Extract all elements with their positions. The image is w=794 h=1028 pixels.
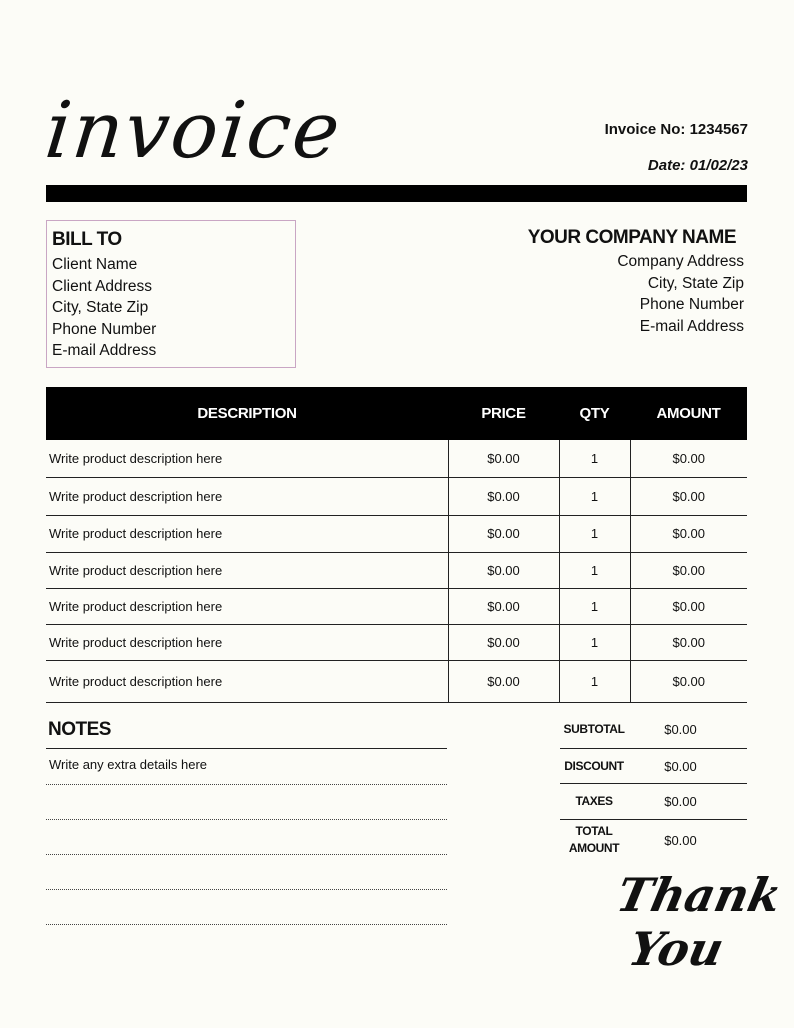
discount-label: DISCOUNT bbox=[564, 758, 624, 773]
bill-to-heading: BILL TO bbox=[52, 229, 122, 250]
discount-row bbox=[560, 749, 747, 784]
item-amount: $0.00 bbox=[630, 440, 747, 477]
item-description: Write product description here bbox=[46, 552, 448, 588]
col-header-amount: AMOUNT bbox=[630, 387, 747, 440]
company-email: E-mail Address bbox=[639, 317, 744, 335]
company-block bbox=[528, 227, 744, 337]
notes-line bbox=[46, 924, 447, 925]
table-row bbox=[46, 588, 747, 624]
item-amount: $0.00 bbox=[630, 588, 747, 624]
taxes-label: TAXES bbox=[575, 794, 613, 808]
taxes-row bbox=[560, 784, 747, 820]
invoice-number: Invoice No: 1234567 bbox=[604, 121, 748, 138]
table-row bbox=[46, 624, 747, 660]
item-price: $0.00 bbox=[448, 624, 559, 660]
table-row bbox=[46, 477, 747, 515]
thank-you-line2: You bbox=[624, 922, 729, 976]
notes-line bbox=[46, 784, 447, 785]
col-header-qty: QTY bbox=[559, 387, 630, 440]
items-header-row bbox=[46, 387, 747, 440]
client-name: Client Name bbox=[52, 256, 138, 273]
item-amount: $0.00 bbox=[630, 515, 747, 552]
table-row bbox=[46, 440, 747, 477]
notes-line bbox=[46, 819, 447, 820]
item-qty: 1 bbox=[559, 477, 630, 515]
thank-you-line1: Thank bbox=[612, 868, 787, 922]
item-price: $0.00 bbox=[448, 477, 559, 515]
item-qty: 1 bbox=[559, 624, 630, 660]
item-amount: $0.00 bbox=[630, 477, 747, 515]
subtotal-label: SUBTOTAL bbox=[563, 721, 625, 736]
items-table bbox=[46, 387, 747, 703]
item-price: $0.00 bbox=[448, 440, 559, 477]
item-amount: $0.00 bbox=[630, 660, 747, 702]
item-description: Write product description here bbox=[46, 477, 448, 515]
item-price: $0.00 bbox=[448, 552, 559, 588]
client-phone: Phone Number bbox=[52, 320, 157, 338]
item-price: $0.00 bbox=[448, 515, 559, 552]
company-phone: Phone Number bbox=[639, 296, 744, 313]
item-description: Write product description here bbox=[46, 588, 448, 624]
company-name: YOUR COMPANY NAME bbox=[527, 227, 736, 248]
item-description: Write product description here bbox=[46, 660, 448, 702]
notes-line bbox=[46, 889, 447, 890]
col-header-price: PRICE bbox=[448, 387, 559, 440]
total-label-line1: TOTAL bbox=[575, 824, 613, 838]
item-qty: 1 bbox=[559, 588, 630, 624]
item-qty: 1 bbox=[559, 660, 630, 702]
item-qty: 1 bbox=[559, 552, 630, 588]
item-qty: 1 bbox=[559, 440, 630, 477]
table-row bbox=[46, 552, 747, 588]
item-qty: 1 bbox=[559, 515, 630, 552]
item-amount: $0.00 bbox=[630, 552, 747, 588]
notes-text: Write any extra details here bbox=[49, 757, 207, 772]
notes-line bbox=[46, 854, 447, 855]
header-divider bbox=[46, 185, 747, 202]
item-price: $0.00 bbox=[448, 660, 559, 702]
notes-divider bbox=[46, 748, 447, 749]
company-address: Company Address bbox=[617, 253, 744, 270]
thank-you-signature bbox=[601, 868, 787, 976]
company-city-state-zip: City, State Zip bbox=[647, 274, 744, 292]
item-price: $0.00 bbox=[448, 588, 559, 624]
bill-to-box bbox=[46, 220, 296, 368]
totals-block bbox=[560, 710, 747, 860]
client-email: E-mail Address bbox=[52, 342, 157, 359]
subtotal-row bbox=[560, 710, 747, 749]
taxes-value: $0.00 bbox=[664, 794, 697, 809]
total-value: $0.00 bbox=[664, 832, 697, 848]
total-row bbox=[560, 820, 747, 860]
table-row bbox=[46, 660, 747, 702]
total-label bbox=[560, 823, 628, 857]
item-description: Write product description here bbox=[46, 515, 448, 552]
item-description: Write product description here bbox=[46, 624, 448, 660]
notes-heading: NOTES bbox=[48, 719, 111, 740]
item-description: Write product description here bbox=[46, 440, 448, 477]
col-header-description: DESCRIPTION bbox=[46, 387, 448, 440]
table-row bbox=[46, 515, 747, 552]
subtotal-value: $0.00 bbox=[664, 721, 697, 737]
total-label-line2: AMOUNT bbox=[568, 841, 620, 855]
client-address: Client Address bbox=[52, 277, 152, 295]
item-amount: $0.00 bbox=[630, 624, 747, 660]
invoice-title: invoice bbox=[41, 86, 346, 176]
discount-value: $0.00 bbox=[664, 758, 697, 774]
invoice-date: Date: 01/02/23 bbox=[647, 157, 748, 174]
client-city-state-zip: City, State Zip bbox=[52, 299, 149, 316]
